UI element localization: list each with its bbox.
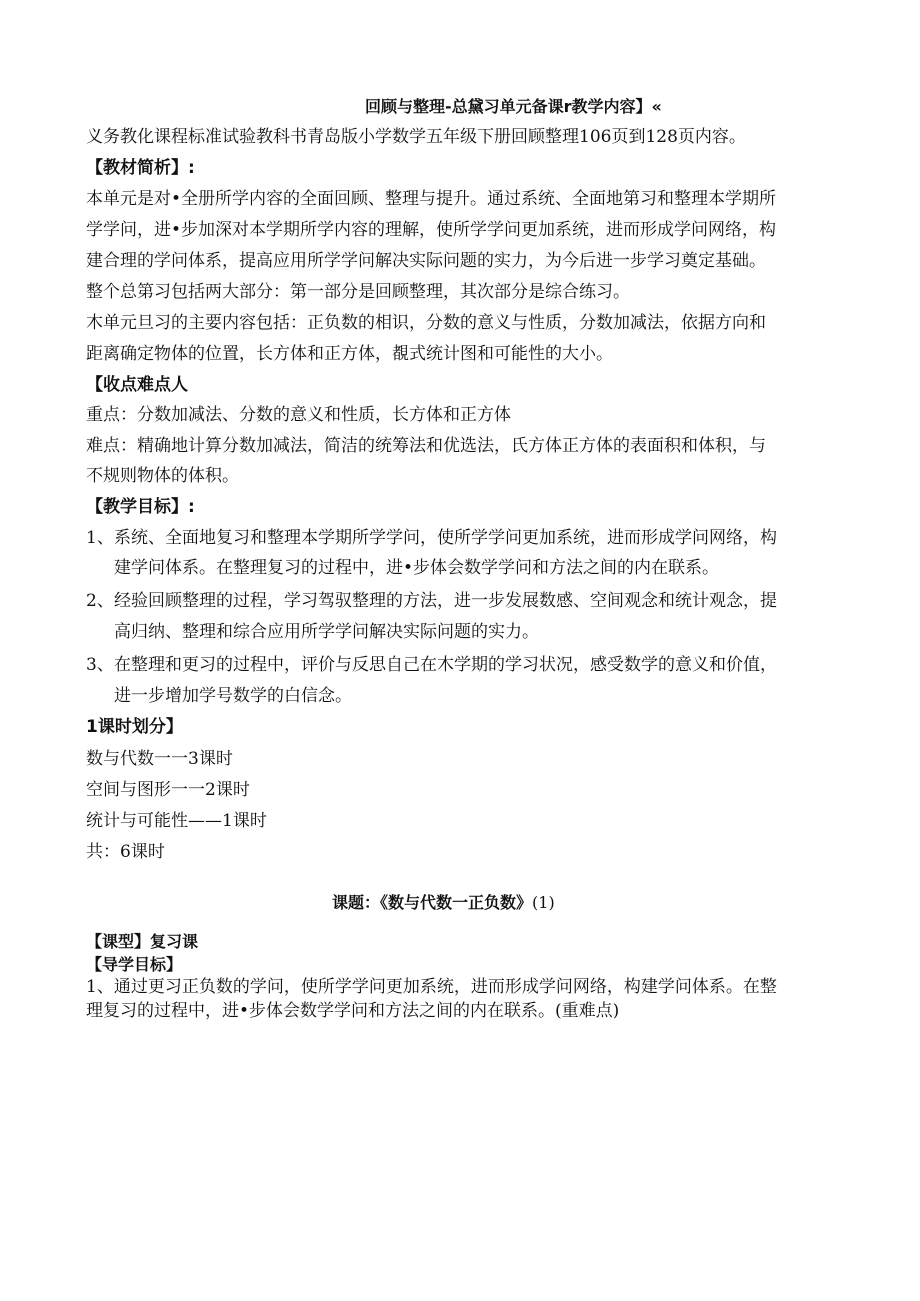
analysis-line-5: 木单元旦习的主要内容包括：正负数的相识，分数的意义与性质，分数加减法，依据方向和 <box>86 313 766 333</box>
lesson-type: 【课型】复习课 <box>86 932 199 951</box>
lesson-goal-line-1: 1、通过更习正负数的学问，使所学学问更加系统，进而形成学问网络，构建学问体系。在整 <box>86 977 777 997</box>
analysis-line-3: 建合理的学问体系，提高应用所学学问解决实际问题的实力，为今后进一步学习奠定基础。 <box>86 251 766 271</box>
key-points-line-3: 不规则物体的体积。 <box>86 466 239 486</box>
goal-item-3-line-2: 进一步增加学号数学的白信念。 <box>114 686 352 706</box>
analysis-line-2: 学学问，进•步加深对本学期所学内容的理解，使所学学问更加系统，进而形成学问网络，构 <box>86 220 777 240</box>
intro-line: 义务教化课程标准试验教科书青岛版小学数学五年级下册回顾整理106页到128页内容。 <box>86 127 746 147</box>
key-points-line-2: 难点：精确地计算分数加减法，简洁的统筹法和优选法，氏方体正方体的表面积和体积，与 <box>86 436 766 456</box>
key-points-heading: 【收点难点人 <box>86 375 188 395</box>
lesson-title-main: 课题：《数与代数一正负数》 <box>332 893 533 912</box>
goal-item-1-number: 1、 <box>86 528 114 548</box>
doc-title: 回顾与整理-总黛习单元备课r教学内容】« <box>365 97 662 116</box>
analysis-heading: 【教材简析】: <box>86 158 195 178</box>
lesson-goal-heading: 【导学目标】 <box>86 955 183 974</box>
hours-line-3: 统计与可能性——1课时 <box>86 811 267 831</box>
goal-item-3-line-1: 在整理和更习的过程中，评价与反思自己在木学期的学习状况，感受数学的意义和价值， <box>114 655 777 675</box>
hours-line-2: 空间与图形一一2课时 <box>86 780 250 800</box>
goal-item-1-line-2: 建学问体系。在整理复习的过程中，进•步体会数学学问和方法之间的内在联系。 <box>114 558 720 578</box>
analysis-line-1: 本单元是对•全册所学内容的全面回顾、整理与提升。通过系统、全面地第习和整理本学期所 <box>86 189 777 209</box>
goal-item-2-line-2: 高归纳、整理和综合应用所学学问解决实际问题的实力。 <box>114 622 539 642</box>
lesson-title-number: (1) <box>532 893 555 912</box>
key-points-line-1: 重点：分数加减法、分数的意义和性质，长方体和正方体 <box>86 405 511 425</box>
analysis-line-4: 整个总第习包括两大部分：第一部分是回顾整理，其次部分是综合练习。 <box>86 282 630 302</box>
hours-heading: 1课时划分】 <box>86 717 183 737</box>
goals-heading: 【教学目标】: <box>86 497 195 517</box>
lesson-title <box>332 892 555 914</box>
hours-line-1: 数与代数一一3课时 <box>86 749 233 769</box>
lesson-goal-line-2: 理复习的过程中，进•步体会数学学问和方法之间的内在联系。(重难点) <box>86 1001 620 1021</box>
goal-item-1-line-1: 系统、全面地复习和整理本学期所学学问，使所学学问更加系统，进而形成学问网络，构 <box>114 528 777 548</box>
hours-line-4: 共：6课时 <box>86 842 165 862</box>
analysis-line-6: 距离确定物体的位置，长方体和正方体，覩式统计图和可能性的大小。 <box>86 344 613 364</box>
goal-item-3-number: 3、 <box>86 655 114 675</box>
goal-item-2-number: 2、 <box>86 591 114 611</box>
goal-item-2-line-1: 经验回顾整理的过程，学习驾驭整理的方法，进一步发展数感、空间观念和统计观念，提 <box>114 591 777 611</box>
